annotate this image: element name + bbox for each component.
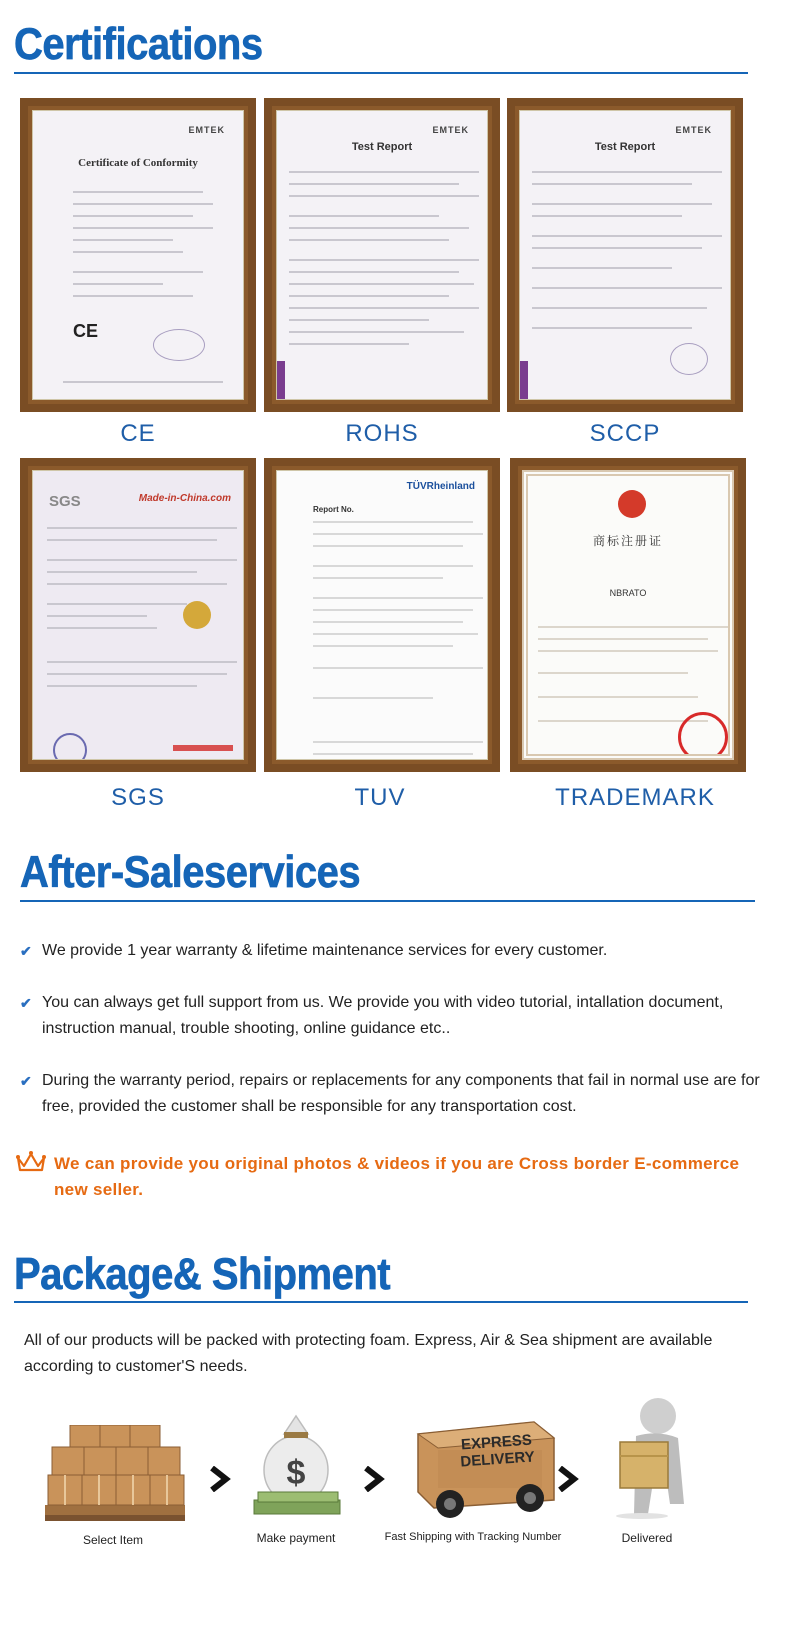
chevron-right-icon xyxy=(208,1466,236,1497)
cert-label-tuv: TUV xyxy=(354,784,406,811)
service-point-1: We provide 1 year warranty & lifetime maintenance services for every customer. xyxy=(42,942,608,959)
delivery-person-icon xyxy=(606,1396,696,1525)
national-emblem-icon xyxy=(618,490,646,518)
after-sale-title: After-Saleservices xyxy=(20,848,361,898)
cert-sccp-image xyxy=(507,98,743,412)
stamp-icon xyxy=(670,343,708,375)
after-sale-rule xyxy=(20,900,755,902)
sgs-logo: SGS xyxy=(49,493,81,510)
boxes-icon xyxy=(40,1425,190,1530)
cert-tuv-image xyxy=(264,458,500,772)
money-bag-icon xyxy=(246,1408,346,1523)
crown-icon xyxy=(16,1150,46,1179)
cert-label-trademark: TRADEMARK xyxy=(555,784,715,811)
cert-rohs-image xyxy=(264,98,500,412)
express-badge: EXPRESS DELIVERY xyxy=(459,1431,536,1471)
doc-title: Test Report xyxy=(351,141,413,153)
cert-ce-image xyxy=(20,98,256,412)
certifications-title: Certifications xyxy=(14,20,263,70)
cert-trademark-image xyxy=(510,458,746,772)
red-seal-icon xyxy=(678,712,728,760)
express-delivery-icon xyxy=(404,1412,564,1520)
made-in-china-logo: Made-in-China.com xyxy=(138,493,231,504)
tuv-logo: TÜVRheinland xyxy=(406,481,475,492)
emtek-logo: EMTEK xyxy=(188,125,225,135)
step-label-select-item: Select Item xyxy=(82,1533,144,1547)
ce-mark-icon: CE xyxy=(73,321,99,341)
sgs-seal-icon xyxy=(53,733,87,760)
svg-text:$: $ xyxy=(286,1454,306,1492)
doc-title: Test Report xyxy=(594,141,656,153)
certifications-rule xyxy=(14,72,748,74)
seal-icon xyxy=(183,601,211,629)
doc-title: 商标注册证 xyxy=(592,534,663,548)
service-point-2: You can always get full support from us. We provide you with video tutorial, intallation document, instruction manual, trouble shooting, online guidance etc.. xyxy=(42,994,724,1037)
package-rule xyxy=(14,1301,748,1303)
promo-text: We can provide you original photos & videos if you are Cross border E-commerce new seller. xyxy=(54,1154,740,1199)
check-icon: ✔ xyxy=(20,1073,32,1089)
stamp-icon xyxy=(153,329,205,361)
cert-label-ce: CE xyxy=(120,420,156,447)
chevron-right-icon xyxy=(362,1466,390,1497)
cert-sgs-image xyxy=(20,458,256,772)
doc-title: Report No. xyxy=(313,505,354,514)
doc-title: Certificate of Conformity xyxy=(78,157,198,169)
step-label-fast-shipping: Fast Shipping with Tracking Number xyxy=(384,1531,562,1543)
chevron-right-icon xyxy=(556,1466,584,1497)
check-icon: ✔ xyxy=(20,995,32,1011)
cert-label-rohs: ROHS xyxy=(345,420,419,447)
cert-label-sgs: SGS xyxy=(111,784,165,811)
package-title: Package& Shipment xyxy=(14,1250,391,1300)
package-text: All of our products will be packed with protecting foam. Express, Air & Sea shipment are available according to customer'S needs. xyxy=(24,1332,713,1375)
check-icon: ✔ xyxy=(20,943,32,959)
step-label-make-payment: Make payment xyxy=(256,1531,336,1545)
brand-mark: NBRATO xyxy=(609,588,647,598)
service-point-3: During the warranty period, repairs or replacements for any components that fail in normal use are for free, provided the customer shall be responsible for any transportation cost. xyxy=(42,1072,760,1115)
emtek-logo: EMTEK xyxy=(675,125,712,135)
cert-label-sccp: SCCP xyxy=(589,420,661,447)
step-label-delivered: Delivered xyxy=(621,1531,673,1545)
emtek-logo: EMTEK xyxy=(432,125,469,135)
